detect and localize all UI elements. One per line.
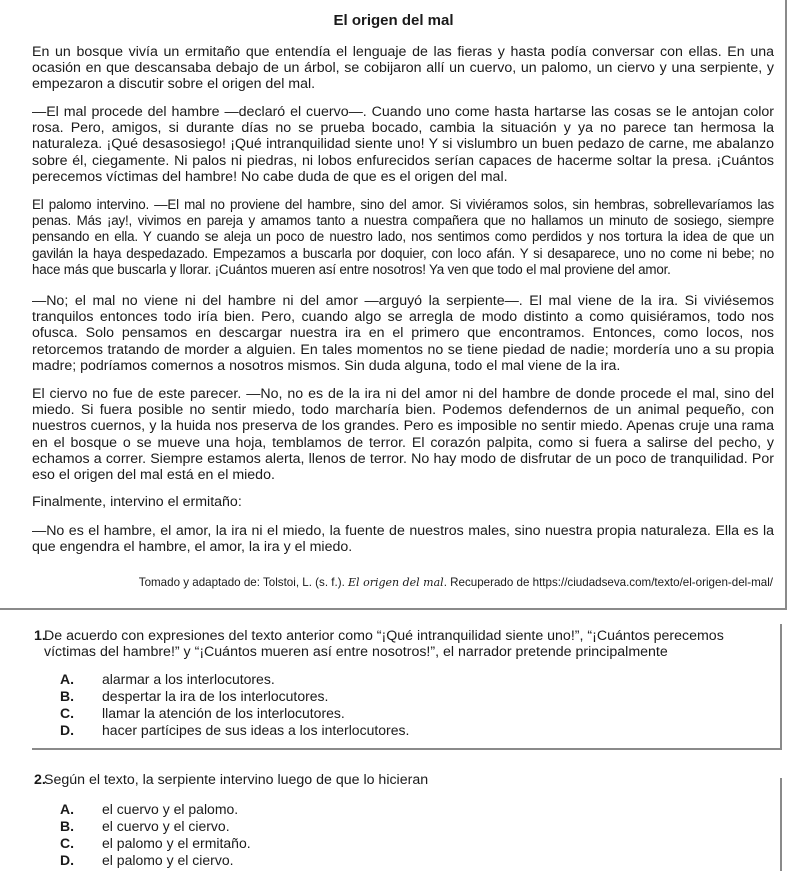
question-1-header bbox=[34, 628, 752, 660]
question-2-option-b[interactable] bbox=[60, 818, 230, 834]
paragraph-6: Finalmente, intervino el ermitaño: bbox=[32, 494, 242, 510]
paragraph-1: En un bosque vivía un ermitaño que entendía el lenguaje de las fieras y hasta podía conversar con ellas. En una ocasión en que descansaba debajo de un árbol, se cobijaron allí un cuervo, un palomo, un ciervo y una serpiente, y empezaron a discutir sobre el origen del mal. bbox=[32, 44, 774, 93]
question-1-option-a[interactable] bbox=[60, 671, 275, 687]
question-2 bbox=[32, 768, 782, 871]
option-letter: C. bbox=[60, 705, 74, 721]
paragraph-7: —No es el hambre, el amor, la ira ni el miedo, la fuente de nuestros males, sino nuestra propia naturaleza. Ella es la que engendra el hambre, el amor, la ira y el miedo. bbox=[32, 523, 774, 556]
paragraph-2: —El mal procede del hambre —declaró el cuervo—. Cuando uno come hasta hartarse las cosas se le antojan color rosa. Pero, amigos, si durante días no se prueba bocado, cambia la situación y ya no parece tan hermosa la naturaleza. ¡Qué desasosiego! ¡Qué intranquilidad siente uno! Y si vislumbro un buen pedazo de carne, me abalanzo sobre él, ciegamente. Ni palos ni piedras, ni lobos enfurecidos serían capaces de hacerme soltar la presa. ¡Cuántos perecemos víctimas del hambre! No cabe duda de que es el origen del mal. bbox=[32, 104, 774, 185]
source-prefix: Tomado y adaptado de: Tolstoi, L. (s. f.). bbox=[138, 576, 345, 589]
option-letter: D. bbox=[60, 722, 74, 738]
paragraph-4: —No; el mal no viene ni del hambre ni del amor —arguyó la serpiente—. El mal viene de la ira. Si viviésemos tranquilos entonces todo iría bien. Pero, cuando algo se arregla de modo distinto a como quisiéramos, todo nos ofusca. Solo pensamos en descargar nuestra ira en el primero que encontramos. Entonces, como locos, nos retorcemos tratando de morder a alguien. En tales momentos no se tiene piedad de nadie; mordería uno a su propia madre; podríamos comernos a nosotros mismos. Sin duda alguna, todo el mal viene de la ira. bbox=[32, 293, 774, 374]
option-letter: B. bbox=[60, 688, 74, 704]
question-1 bbox=[32, 624, 782, 750]
source-work-title: El origen del mal bbox=[348, 576, 444, 589]
source-citation bbox=[139, 576, 773, 589]
source-suffix: . Recuperado de https://ciudadseva.com/texto/el-origen-del-mal/ bbox=[443, 576, 773, 589]
reading-title: El origen del mal bbox=[333, 12, 454, 29]
question-1-number: 1. bbox=[34, 628, 46, 644]
question-2-stem: Según el texto, la serpiente intervino luego de que lo hicieran bbox=[44, 772, 429, 788]
option-text: el palomo y el ciervo. bbox=[102, 852, 234, 868]
question-1-option-d[interactable] bbox=[60, 722, 409, 738]
question-2-number: 2. bbox=[34, 772, 46, 788]
question-2-option-d[interactable] bbox=[60, 852, 234, 868]
option-text: hacer partícipes de sus ideas a los interlocutores. bbox=[102, 722, 410, 738]
option-letter: C. bbox=[60, 835, 74, 851]
question-1-option-b[interactable] bbox=[60, 688, 328, 704]
option-letter: B. bbox=[60, 818, 74, 834]
option-text: despertar la ira de los interlocutores. bbox=[102, 688, 329, 704]
question-1-stem: De acuerdo con expresiones del texto anterior como “¡Qué intranquilidad siente uno!”, “¡Cuántos perecemos víctimas del hambre!” y “¡Cuántos mueren así entre nosotros!”, el narrador pretende principalmente bbox=[44, 628, 724, 660]
question-1-option-c[interactable] bbox=[60, 705, 345, 721]
option-text: el cuervo y el ciervo. bbox=[102, 818, 230, 834]
option-letter: A. bbox=[60, 801, 74, 817]
paragraph-5: El ciervo no fue de este parecer. —No, no es de la ira ni del amor ni del hambre de donde procede el mal, sino del miedo. Si fuera posible no sentir miedo, todo marcharía bien. Podemos defendernos de un animal pequeño, con nuestros cuernos, y la huida nos preserva de los grandes. Pero es imposible no sentir miedo. Apenas cruje una rama en el bosque o se mueve una hoja, temblamos de terror. El corazón palpita, como si fuera a salirse del pecho, y echamos a correr. Siempre estamos alerta, llenos de terror. No hay modo de disfrutar de un poco de tranquilidad. Por eso el origen del mal está en el miedo. bbox=[32, 386, 774, 484]
option-letter: A. bbox=[60, 671, 74, 687]
option-text: alarmar a los interlocutores. bbox=[102, 671, 275, 687]
option-text: el palomo y el ermitaño. bbox=[102, 835, 251, 851]
question-2-header bbox=[34, 772, 752, 788]
question-2-option-c[interactable] bbox=[60, 835, 251, 851]
option-text: llamar la atención de los interlocutores. bbox=[102, 705, 345, 721]
option-letter: D. bbox=[60, 852, 74, 868]
question-2-option-a[interactable] bbox=[60, 801, 238, 817]
paragraph-3: El palomo intervino. —El mal no proviene del hambre, sino del amor. Si viviéramos solos, sin hembras, sobrellevaríamos las penas. Más ¡ay!, vivimos en pareja y amamos tanto a nuestra compañera que no hallamos un minuto de sosiego, siempre pensando en ella. Y cuando se aleja un poco de nuestro lado, nos sentimos como perdidos y nos tortura la idea de que un gavilán la haya despedazado. Empezamos a buscarla por doquier, con loco afán. Y si desaparece, uno no come ni bebe; no hace más que buscarla y llorar. ¡Cuántos mueren así entre nosotros! Ya ven que todo el mal proviene del amor. bbox=[32, 197, 774, 277]
option-text: el cuervo y el palomo. bbox=[102, 801, 239, 817]
